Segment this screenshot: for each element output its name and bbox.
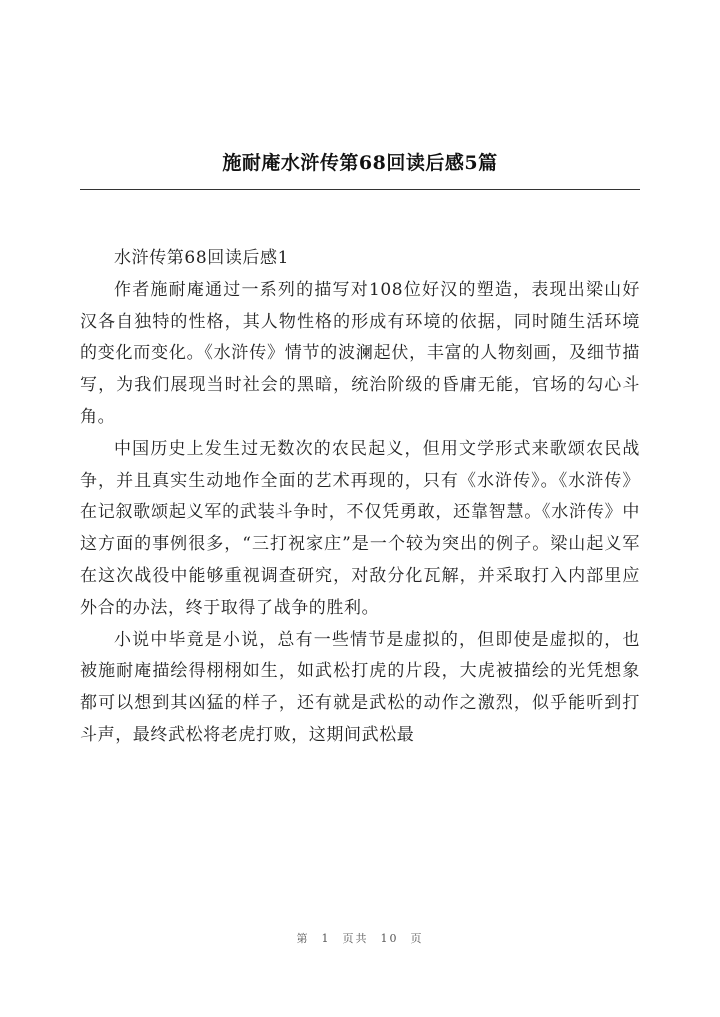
- footer-page-prefix: 第: [296, 932, 310, 945]
- document-body: [80, 243, 640, 752]
- section-heading: 水浒传第68回读后感1: [114, 248, 290, 268]
- page-title: 施耐庵水浒传第68回读后感5篇: [222, 152, 498, 174]
- body-paragraph: 中国历史上发生过无数次的农民起义，但用文学形式来歌颂农民战争，并且真实生动地作全面的艺术再现的，只有《水浒传》。《水浒传》在记叙歌颂起义军的武装斗争时，不仅凭勇敢，还靠智慧。《水浒传》中这方面的事例很多，“三打祝家庄”是一个较为突出的例子。梁山起义军在这次战役中能够重视调查研究，对敌分化瓦解，并采取打入内部里应外合的办法，终于取得了战争的胜利。: [80, 438, 640, 618]
- footer-current-page: 1: [321, 932, 331, 945]
- body-paragraph: 作者施耐庵通过一系列的描写对108位好汉的塑造，表现出梁山好汉各自独特的性格，其人物性格的形成有环境的依据，同时随生活环境的变化而变化。《水浒传》情节的波澜起伏，丰富的人物刻画，及细节描写，为我们展现当时社会的黑暗，统治阶级的昏庸无能，官场的勾心斗角。: [80, 279, 640, 427]
- footer-page-suffix: 页: [410, 932, 424, 945]
- body-paragraph: 小说中毕竟是小说，总有一些情节是虚拟的，但即使是虚拟的，也被施耐庵描绘得栩栩如生，如武松打虎的片段，大虎被描绘的光凭想象都可以想到其凶猛的样子，还有就是武松的动作之激烈，似乎能听到打斗声，最终武松将老虎打败，这期间武松最: [80, 629, 640, 745]
- footer-total-pages: 10: [380, 932, 399, 945]
- footer-page-mid: 页共: [342, 932, 369, 945]
- title-divider: [80, 189, 640, 190]
- page-footer: [0, 930, 720, 946]
